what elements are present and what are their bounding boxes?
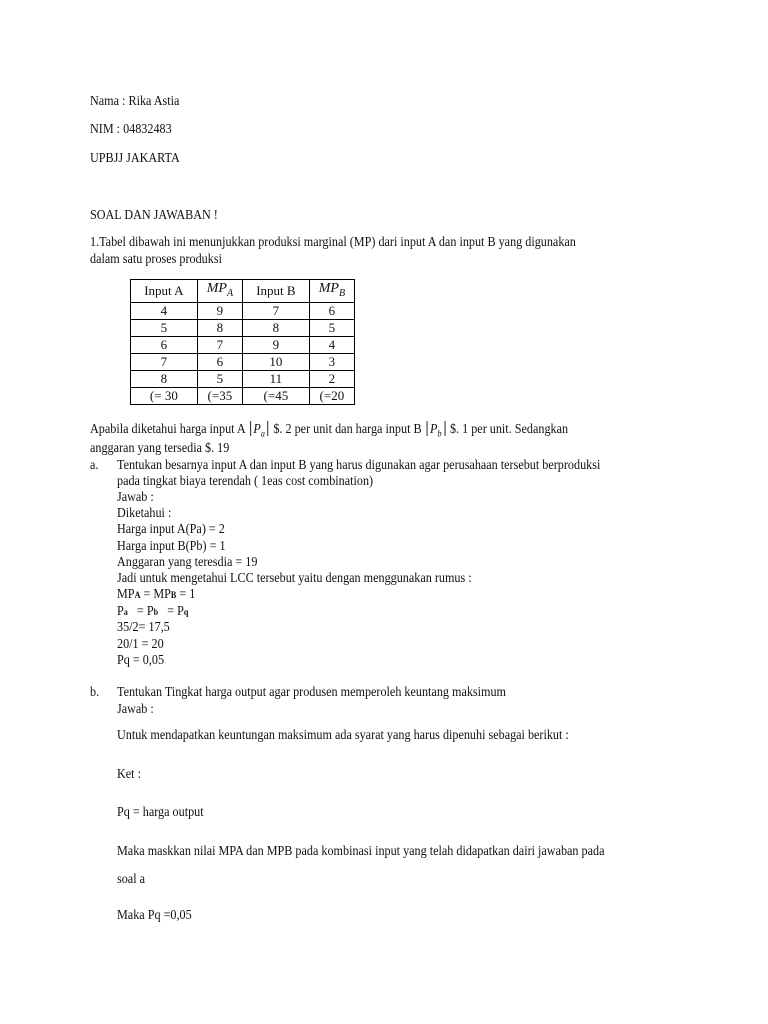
table-cell: (=20 <box>309 387 354 404</box>
part-a-marker: a. <box>90 457 99 472</box>
table-cell: 9 <box>242 336 309 353</box>
table-cell: 7 <box>131 353 198 370</box>
part-a-calc-1: 35/2= 17,5 <box>117 619 170 634</box>
part-b-ket: Ket : <box>117 766 141 781</box>
marginal-product-table <box>130 279 355 405</box>
header-mp-b: $MP_B$ <box>309 280 354 303</box>
table-cell: 3 <box>309 353 354 370</box>
given-line-2: anggaran yang tersedia $. 19 <box>90 440 230 455</box>
table-cell: 10 <box>242 353 309 370</box>
part-b-jawab: Jawab : <box>117 701 154 716</box>
part-b-marker: b. <box>90 684 100 699</box>
price-a-symbol: $P_a$ <box>250 421 269 436</box>
header-input-b: Input B <box>242 280 309 303</box>
part-b-line-1: Untuk mendapatkan keuntungan maksimum ada syarat yang harus dipenuhi sebagai berikut : <box>117 727 569 742</box>
table-cell: 6 <box>309 302 354 319</box>
table-cell: 8 <box>131 370 198 387</box>
table-cell: 4 <box>309 336 354 353</box>
table-row <box>131 336 355 353</box>
part-a-jawab: Jawab : <box>117 489 154 504</box>
student-nim: NIM : 04832483 <box>90 121 172 136</box>
student-name: Nama : Rika Astia <box>90 93 180 108</box>
question-1-line-1: 1.Tabel dibawah ini menunjukkan produksi marginal (MP) dari input A dan input B yang digunakan <box>90 234 576 249</box>
table-total-row <box>131 387 355 404</box>
table-cell: (=45 <box>242 387 309 404</box>
table-cell: (= 30 <box>131 387 198 404</box>
table-cell: 4 <box>131 302 198 319</box>
table-header-row <box>131 280 355 303</box>
section-heading: SOAL DAN JAWABAN ! <box>90 207 218 222</box>
given-line-1: Apabila diketahui harga input A $P_a$ $. 2 per unit dan harga input B $P_b$ $. 1 per unit. Sedangkan <box>90 421 569 439</box>
table-cell: 5 <box>197 370 242 387</box>
table-cell: 8 <box>197 319 242 336</box>
table-cell: 7 <box>197 336 242 353</box>
part-b-question: Tentukan Tingkat harga output agar produsen memperoleh keuntang maksimum <box>117 684 507 699</box>
part-b-result: Maka Pq =0,05 <box>117 907 192 922</box>
part-a-price-b: Harga input B(Pb) = 1 <box>117 538 226 553</box>
part-a-calc-2: 20/1 = 20 <box>117 636 164 651</box>
part-b-pq-def: Pq = harga output <box>117 804 204 819</box>
part-b-line-3: soal a <box>117 871 146 886</box>
table-cell: 5 <box>309 319 354 336</box>
header-mp-a: $MP_A$ <box>197 280 242 303</box>
student-upbjj: UPBJJ JAKARTA <box>90 150 180 165</box>
part-a-formula-mp: MPA = MPB = 1 <box>117 586 196 601</box>
table-cell: (=35 <box>197 387 242 404</box>
table-cell: 7 <box>242 302 309 319</box>
part-a-formula-p: Pa = Pb = Pq <box>117 603 189 618</box>
table-cell: 6 <box>131 336 198 353</box>
part-a-diketahui: Diketahui : <box>117 505 172 520</box>
table-row <box>131 302 355 319</box>
part-a-lcc-intro: Jadi untuk mengetahui LCC tersebut yaitu dengan menggunakan rumus : <box>117 570 472 585</box>
table-cell: 2 <box>309 370 354 387</box>
price-b-symbol: $P_b$ <box>426 421 445 436</box>
part-a-calc-3: Pq = 0,05 <box>117 652 165 667</box>
table-cell: 5 <box>131 319 198 336</box>
part-a-question-line-2: pada tingkat biaya terendah ( 1eas cost combination) <box>117 473 374 488</box>
table-cell: 11 <box>242 370 309 387</box>
header-input-a: Input A <box>131 280 198 303</box>
table-row <box>131 319 355 336</box>
table-row <box>131 353 355 370</box>
part-a-question-line-1: Tentukan besarnya input A dan input B yang harus digunakan agar perusahaan tersebut berproduksi <box>117 457 601 472</box>
part-a-budget: Anggaran yang teresdia = 19 <box>117 554 258 569</box>
question-1-line-2: dalam satu proses produksi <box>90 251 222 266</box>
table-cell: 8 <box>242 319 309 336</box>
table-cell: 6 <box>197 353 242 370</box>
part-a-price-a: Harga input A(Pa) = 2 <box>117 521 225 536</box>
table-cell: 9 <box>197 302 242 319</box>
table-row <box>131 370 355 387</box>
part-b-line-2: Maka maskkan nilai MPA dan MPB pada kombinasi input yang telah didapatkan dairi jawaban pada <box>117 843 605 858</box>
